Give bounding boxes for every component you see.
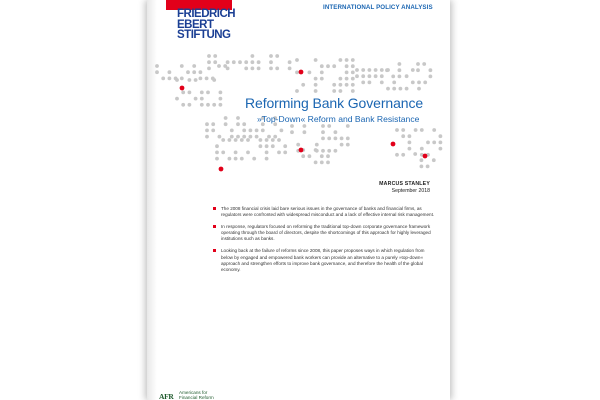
map-dot	[221, 138, 225, 142]
map-dot	[398, 62, 402, 66]
map-dot	[426, 141, 430, 145]
map-dot	[200, 103, 204, 107]
map-dot	[308, 154, 312, 158]
map-dot	[244, 67, 248, 71]
map-dot	[295, 71, 299, 75]
map-dot	[205, 135, 209, 139]
map-dot	[355, 74, 359, 78]
map-dot	[315, 143, 319, 147]
map-dot	[228, 157, 232, 161]
map-dot	[345, 64, 349, 68]
map-dot	[180, 64, 184, 68]
map-dot	[205, 129, 209, 133]
map-dot	[320, 161, 324, 165]
map-dot	[314, 161, 318, 165]
map-dot	[398, 75, 402, 79]
summary-bullet	[213, 206, 435, 218]
bullet-text: In response, regulators focused on reforming the traditional top-down corporate governance framework operating through the board of directors, despite the shortcomings of this approach for highly leveraged institutions such as banks.	[221, 224, 431, 242]
map-dot	[308, 71, 312, 75]
map-dot	[255, 129, 259, 133]
map-dot	[385, 68, 389, 72]
map-dot	[192, 70, 196, 74]
map-dot	[332, 89, 336, 93]
map-dot	[251, 54, 255, 58]
map-dot	[213, 60, 217, 64]
map-dot-highlight	[391, 142, 396, 147]
map-dot	[259, 144, 263, 148]
map-dot	[207, 60, 211, 64]
map-dot	[290, 130, 294, 134]
map-dot	[168, 77, 172, 81]
map-dot	[401, 134, 405, 138]
map-dot	[303, 124, 307, 128]
map-dot	[361, 68, 365, 72]
map-dot	[275, 67, 279, 71]
map-dot	[361, 81, 365, 85]
map-dot	[321, 149, 325, 153]
map-dot	[345, 83, 349, 87]
map-dot	[345, 58, 349, 62]
map-dot	[181, 103, 185, 107]
map-dot	[257, 60, 261, 64]
map-dot	[251, 67, 255, 71]
document-title: Reforming Bank Governance	[245, 95, 424, 111]
map-dot	[288, 67, 292, 71]
map-dot	[432, 158, 436, 162]
map-dot	[194, 78, 198, 82]
map-dot	[269, 54, 273, 58]
map-dot	[334, 137, 338, 141]
map-dot	[326, 161, 330, 165]
map-dot	[361, 74, 365, 78]
map-dot	[368, 81, 372, 85]
map-dot	[236, 116, 240, 120]
map-dot	[188, 103, 192, 107]
map-dot	[399, 87, 403, 91]
map-dot	[374, 68, 378, 72]
map-dot	[386, 87, 390, 91]
map-dot	[351, 89, 355, 93]
map-dot	[301, 154, 305, 158]
map-dot	[327, 124, 331, 128]
document-cover-page	[147, 0, 450, 400]
map-dot	[242, 129, 246, 133]
map-dot	[215, 157, 219, 161]
map-dot	[420, 147, 424, 151]
map-dot	[423, 81, 427, 85]
map-dot	[280, 129, 284, 133]
map-dot	[321, 137, 325, 141]
map-dot	[192, 64, 196, 68]
map-dot	[236, 122, 240, 126]
map-dot	[368, 74, 372, 78]
map-dot	[267, 135, 271, 139]
map-dot	[277, 151, 281, 155]
map-dot	[380, 81, 384, 85]
map-dot	[219, 91, 223, 95]
map-dot	[232, 60, 236, 64]
map-dot	[188, 91, 192, 95]
map-dot	[295, 89, 299, 93]
author-name: MARCUS STANLEY	[379, 181, 430, 187]
map-dot	[301, 83, 305, 87]
map-dot	[408, 134, 412, 138]
map-dot	[398, 68, 402, 72]
map-dot	[249, 135, 253, 139]
map-dot	[326, 64, 330, 68]
map-dot	[327, 149, 331, 153]
map-dot	[265, 151, 269, 155]
map-dot-highlight	[219, 167, 224, 172]
map-dot	[420, 128, 424, 132]
summary-bullet	[213, 248, 435, 272]
map-dot	[320, 64, 324, 68]
map-dot	[217, 64, 221, 68]
summary-bullet	[213, 224, 435, 242]
map-dot	[205, 122, 209, 126]
map-dot-highlight	[423, 154, 428, 159]
map-dot	[326, 154, 330, 158]
logo-line-1: FRIEDRICH	[177, 8, 236, 20]
map-dot	[234, 151, 238, 155]
logo-line-2: EBERT	[177, 18, 214, 31]
map-dot	[242, 135, 246, 139]
map-dot	[219, 97, 223, 101]
map-dot	[380, 74, 384, 78]
afr-name	[179, 391, 239, 400]
map-dot	[420, 165, 424, 169]
map-dot	[219, 103, 223, 107]
map-dot	[320, 77, 324, 81]
map-dot	[340, 143, 344, 147]
map-dot	[261, 129, 265, 133]
map-dot	[273, 135, 277, 139]
afr-name-line-2: Financial Reform	[179, 394, 214, 400]
map-dot	[265, 157, 269, 161]
map-dot	[283, 144, 287, 148]
map-dot	[420, 158, 424, 162]
map-dot	[351, 58, 355, 62]
map-dot	[439, 141, 443, 145]
map-dot	[395, 153, 399, 157]
map-dot	[271, 138, 275, 142]
map-dot	[429, 75, 433, 79]
map-dot	[275, 54, 279, 58]
map-dot	[391, 75, 395, 79]
map-dot	[242, 122, 246, 126]
map-dot	[246, 151, 250, 155]
map-dot	[206, 103, 210, 107]
map-dot	[380, 68, 384, 72]
map-dot	[321, 124, 325, 128]
map-dot	[175, 78, 179, 82]
bullet-text: The 2008 financial crisis laid bare serious issues in the governance of banks and financial firms, as regulators were confronted with widespread misconduct and a lack of effective internal risk management.	[221, 206, 435, 218]
map-dot	[211, 129, 215, 133]
summary-bullets	[213, 206, 435, 279]
map-dot	[314, 89, 318, 93]
map-dot	[401, 153, 405, 157]
map-dot	[199, 77, 203, 81]
map-dot	[416, 62, 420, 66]
map-dot	[246, 138, 250, 142]
map-dot	[432, 141, 436, 145]
map-dot	[230, 135, 234, 139]
map-dot	[321, 130, 325, 134]
map-dot	[207, 54, 211, 58]
map-dot	[224, 116, 228, 120]
map-dot	[295, 58, 299, 62]
series-label: INTERNATIONAL POLICY ANALYSIS	[323, 4, 433, 11]
map-dot	[392, 81, 396, 85]
map-dot	[346, 143, 350, 147]
logo-line-3: STIFTUNG	[177, 29, 231, 41]
map-dot	[224, 122, 228, 126]
map-dot	[429, 68, 433, 72]
map-dot	[252, 157, 256, 161]
map-dot	[288, 60, 292, 64]
map-dot	[226, 67, 230, 71]
map-dot	[351, 64, 355, 68]
map-dot	[161, 77, 165, 81]
map-dot	[265, 144, 269, 148]
map-dot	[395, 128, 399, 132]
map-dot	[181, 91, 185, 95]
map-dot	[426, 165, 430, 169]
map-dot	[417, 87, 421, 91]
map-dot	[314, 148, 318, 152]
map-dot	[340, 137, 344, 141]
map-dot	[405, 87, 409, 91]
map-dot	[320, 71, 324, 75]
publication-date: September 2018	[391, 188, 430, 194]
map-dot	[432, 128, 436, 132]
map-dot	[439, 134, 443, 138]
map-dot	[351, 83, 355, 87]
map-dot	[339, 77, 343, 81]
map-dot	[345, 77, 349, 81]
map-dot	[168, 70, 172, 74]
map-dot	[221, 151, 225, 155]
document-subtitle: »Top-Down« Reform and Bank Resistance	[257, 114, 420, 124]
map-dot	[249, 129, 253, 133]
map-dot	[416, 68, 420, 72]
map-dot-highlight	[299, 70, 304, 75]
map-dot	[213, 54, 217, 58]
map-dot	[339, 89, 343, 93]
map-dot	[303, 130, 307, 134]
map-dot	[207, 67, 211, 71]
map-dot	[269, 67, 273, 71]
map-dot	[186, 70, 190, 74]
map-dot	[405, 74, 409, 78]
map-dot	[234, 138, 238, 142]
map-dot	[271, 144, 275, 148]
map-dot	[212, 103, 216, 107]
bullet-square-icon	[213, 249, 216, 252]
map-dot	[339, 58, 343, 62]
map-dot	[332, 83, 336, 87]
map-dot	[355, 68, 359, 72]
map-dot	[206, 91, 210, 95]
map-dot	[401, 128, 405, 132]
afr-name-line-1: Americans for	[179, 390, 208, 395]
map-dot	[200, 91, 204, 95]
map-dot	[215, 144, 219, 148]
map-dot	[238, 60, 242, 64]
map-dot	[211, 122, 215, 126]
afr-mark: AFR	[159, 392, 174, 400]
map-dot	[212, 78, 216, 82]
map-dot	[392, 87, 396, 91]
map-dot	[320, 154, 324, 158]
map-dot	[346, 137, 350, 141]
map-dot	[175, 97, 179, 101]
map-dot	[422, 62, 426, 66]
map-dot	[408, 141, 412, 145]
bullet-square-icon	[213, 207, 216, 210]
map-dot	[240, 157, 244, 161]
map-dot	[334, 149, 338, 153]
map-dot	[339, 83, 343, 87]
map-dot	[230, 129, 234, 133]
map-dot	[205, 77, 209, 81]
map-dot	[368, 68, 372, 72]
map-dot	[265, 138, 269, 142]
map-dot	[244, 60, 248, 64]
map-dot	[411, 81, 415, 85]
map-dot	[351, 77, 355, 81]
map-dot	[314, 77, 318, 81]
map-dot	[194, 97, 198, 101]
map-dot	[413, 152, 417, 156]
map-dot	[251, 60, 255, 64]
map-dot	[417, 81, 421, 85]
map-dot	[188, 78, 192, 82]
map-dot	[314, 58, 318, 62]
map-dot	[180, 77, 184, 81]
map-dot	[290, 124, 294, 128]
map-dot	[332, 64, 336, 68]
map-dot	[228, 138, 232, 142]
map-dot	[236, 135, 240, 139]
map-dot-highlight	[180, 86, 185, 91]
map-dot	[408, 147, 412, 151]
map-dot	[215, 151, 219, 155]
map-dot	[327, 137, 331, 141]
map-dot	[314, 83, 318, 87]
map-dot	[257, 67, 261, 71]
map-dot	[155, 70, 159, 74]
map-dot	[374, 74, 378, 78]
map-dot	[234, 157, 238, 161]
map-dot	[269, 60, 273, 64]
map-dot	[218, 135, 222, 139]
map-dot	[226, 60, 230, 64]
map-dot	[414, 128, 418, 132]
map-dot	[277, 138, 281, 142]
map-dot	[240, 138, 244, 142]
bullet-square-icon	[213, 225, 216, 228]
map-dot	[296, 143, 300, 147]
map-dot	[259, 138, 263, 142]
map-dot	[411, 68, 415, 72]
map-dot-highlight	[299, 148, 304, 153]
map-dot	[199, 70, 203, 74]
map-dot	[155, 64, 159, 68]
map-dot	[439, 147, 443, 151]
afr-logo	[159, 390, 214, 400]
map-dot	[283, 151, 287, 155]
map-dot	[345, 71, 349, 75]
map-dot	[346, 124, 350, 128]
map-dot	[334, 130, 338, 134]
map-dot	[200, 97, 204, 101]
map-dot	[255, 135, 259, 139]
bullet-text: Looking back at the failure of reforms since 2008, this paper proposes ways in which regulation from below by engaged and empowered bank workers can provide an alternative to a purely »top-down« approach and strengthen efforts to improve bank governance, and therefore the health of the global economy.	[221, 248, 425, 272]
map-dot	[351, 71, 355, 75]
